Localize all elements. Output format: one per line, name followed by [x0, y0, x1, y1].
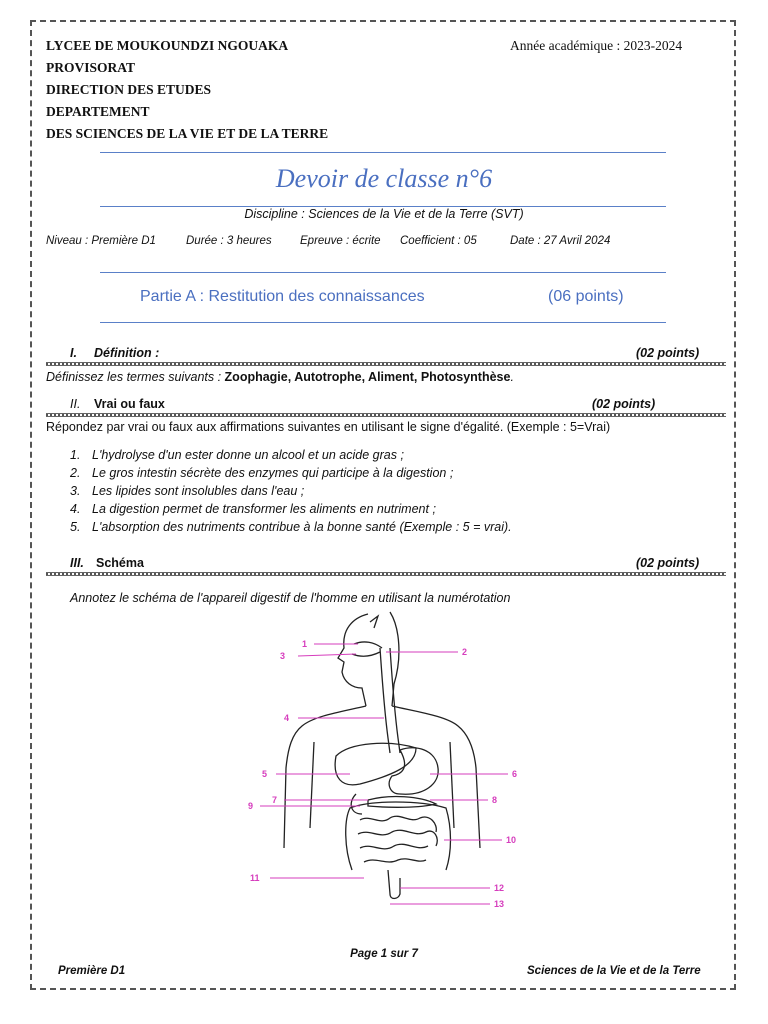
- diagram-label-11: 11: [250, 873, 260, 883]
- liver-shape: [335, 743, 416, 785]
- section2-number: II.: [70, 397, 81, 411]
- section3-rule: [46, 572, 726, 576]
- partA-label: Partie A : Restitution des connaissances: [140, 288, 425, 305]
- list-item-text: Le gros intestin sécrète des enzymes qui participe à la digestion ;: [92, 466, 454, 480]
- section3-points: (02 points): [636, 556, 700, 570]
- footer-level: Première D1: [58, 965, 126, 977]
- list-item: 1. L'hydrolyse d'un ester donne un alcool et un acide gras ;: [70, 448, 404, 462]
- list-item-text: L'hydrolyse d'un ester donne un alcool et un acide gras ;: [92, 448, 404, 462]
- list-item-text: L'absorption des nutriments contribue à la bonne santé (Exemple : 5 = vrai).: [92, 520, 512, 534]
- header-line-provisorat: PROVISORAT: [46, 60, 136, 75]
- section3-number: III.: [70, 556, 84, 570]
- torso-left: [284, 706, 366, 848]
- header-line-direction: DIRECTION DES ETUDES: [46, 82, 212, 97]
- section1-number: I.: [70, 346, 77, 360]
- header-line-svt: DES SCIENCES DE LA VIE ET DE LA TERRE: [46, 126, 329, 141]
- footer-subject: Sciences de la Vie et de la Terre: [527, 965, 701, 977]
- diagram-label-13: 13: [494, 899, 505, 908]
- section2-instruction: Répondez par vrai ou faux aux affirmations suivantes en utilisant le signe d'égalité. (Exemple : 5=Vrai): [46, 420, 611, 434]
- partA-rule-top: [100, 272, 666, 273]
- section1-instruction-prefix: Définissez les termes suivants :: [46, 370, 225, 384]
- diagram-label-1: 1: [302, 639, 308, 649]
- diagram-label-2: 2: [462, 647, 468, 657]
- diagram-label-12: 12: [494, 883, 505, 893]
- section1-title: Définition :: [94, 346, 160, 360]
- section1-rule: [46, 362, 726, 366]
- diagram-label-3: 3: [280, 651, 286, 661]
- meta-coefficient: Coefficient : 05: [400, 235, 477, 247]
- section2-points: (02 points): [592, 397, 656, 411]
- meta-niveau: Niveau : Première D1: [46, 235, 156, 247]
- diagram-label-8: 8: [492, 795, 498, 805]
- section3-title: Schéma: [96, 556, 144, 570]
- school-name: LYCEE DE MOUKOUNDZI NGOUAKA: [46, 38, 289, 53]
- section2-rule: [46, 413, 726, 417]
- title-rule-top: [100, 152, 666, 153]
- diagram-label-7: 7: [272, 795, 278, 805]
- diagram-label-9: 9: [248, 801, 254, 811]
- section1-instruction-suffix: .: [510, 370, 514, 384]
- diagram-label-10: 10: [506, 835, 517, 845]
- meta-epreuve: Epreuve : écrite: [300, 235, 381, 247]
- list-item-text: La digestion permet de transformer les aliments en nutriment ;: [92, 502, 436, 516]
- list-item: 3. Les lipides sont insolubles dans l'eau ;: [70, 484, 305, 498]
- section1-terms: Zoophagie, Autotrophe, Aliment, Photosynthèse: [224, 370, 511, 384]
- head-outline: [338, 614, 368, 706]
- section1-instruction: [46, 370, 514, 384]
- list-item: 2. Le gros intestin sécrète des enzymes qui participe à la digestion ;: [70, 466, 454, 480]
- section3-instruction: Annotez le schéma de l'appareil digestif de l'homme en utilisant la numérotation: [70, 591, 511, 605]
- diagram-label-5: 5: [262, 769, 268, 779]
- discipline: Discipline : Sciences de la Vie et de la Terre (SVT): [244, 207, 524, 221]
- section1-points: (02 points): [636, 346, 700, 360]
- list-item-text: Les lipides sont insolubles dans l'eau ;: [92, 484, 305, 498]
- page-title: Devoir de classe n°6: [275, 164, 493, 193]
- page-number: Page 1 sur 7: [350, 948, 418, 960]
- meta-duree: Durée : 3 heures: [186, 235, 272, 247]
- list-item: 5. L'absorption des nutriments contribue à la bonne santé (Exemple : 5 = vrai).: [70, 520, 512, 534]
- partA-rule-bottom: [100, 322, 666, 323]
- section2-title: Vrai ou faux: [94, 397, 165, 411]
- meta-date: Date : 27 Avril 2024: [510, 235, 611, 247]
- academic-year: Année académique : 2023-2024: [510, 38, 683, 53]
- digestive-system-diagram: [240, 608, 540, 908]
- diagram-label-6: 6: [512, 769, 518, 779]
- list-item: 4. La digestion permet de transformer les aliments en nutriment ;: [70, 502, 436, 516]
- header-line-departement: DEPARTEMENT: [46, 104, 150, 119]
- partA-points: (06 points): [548, 288, 624, 305]
- diagram-label-4: 4: [284, 713, 290, 723]
